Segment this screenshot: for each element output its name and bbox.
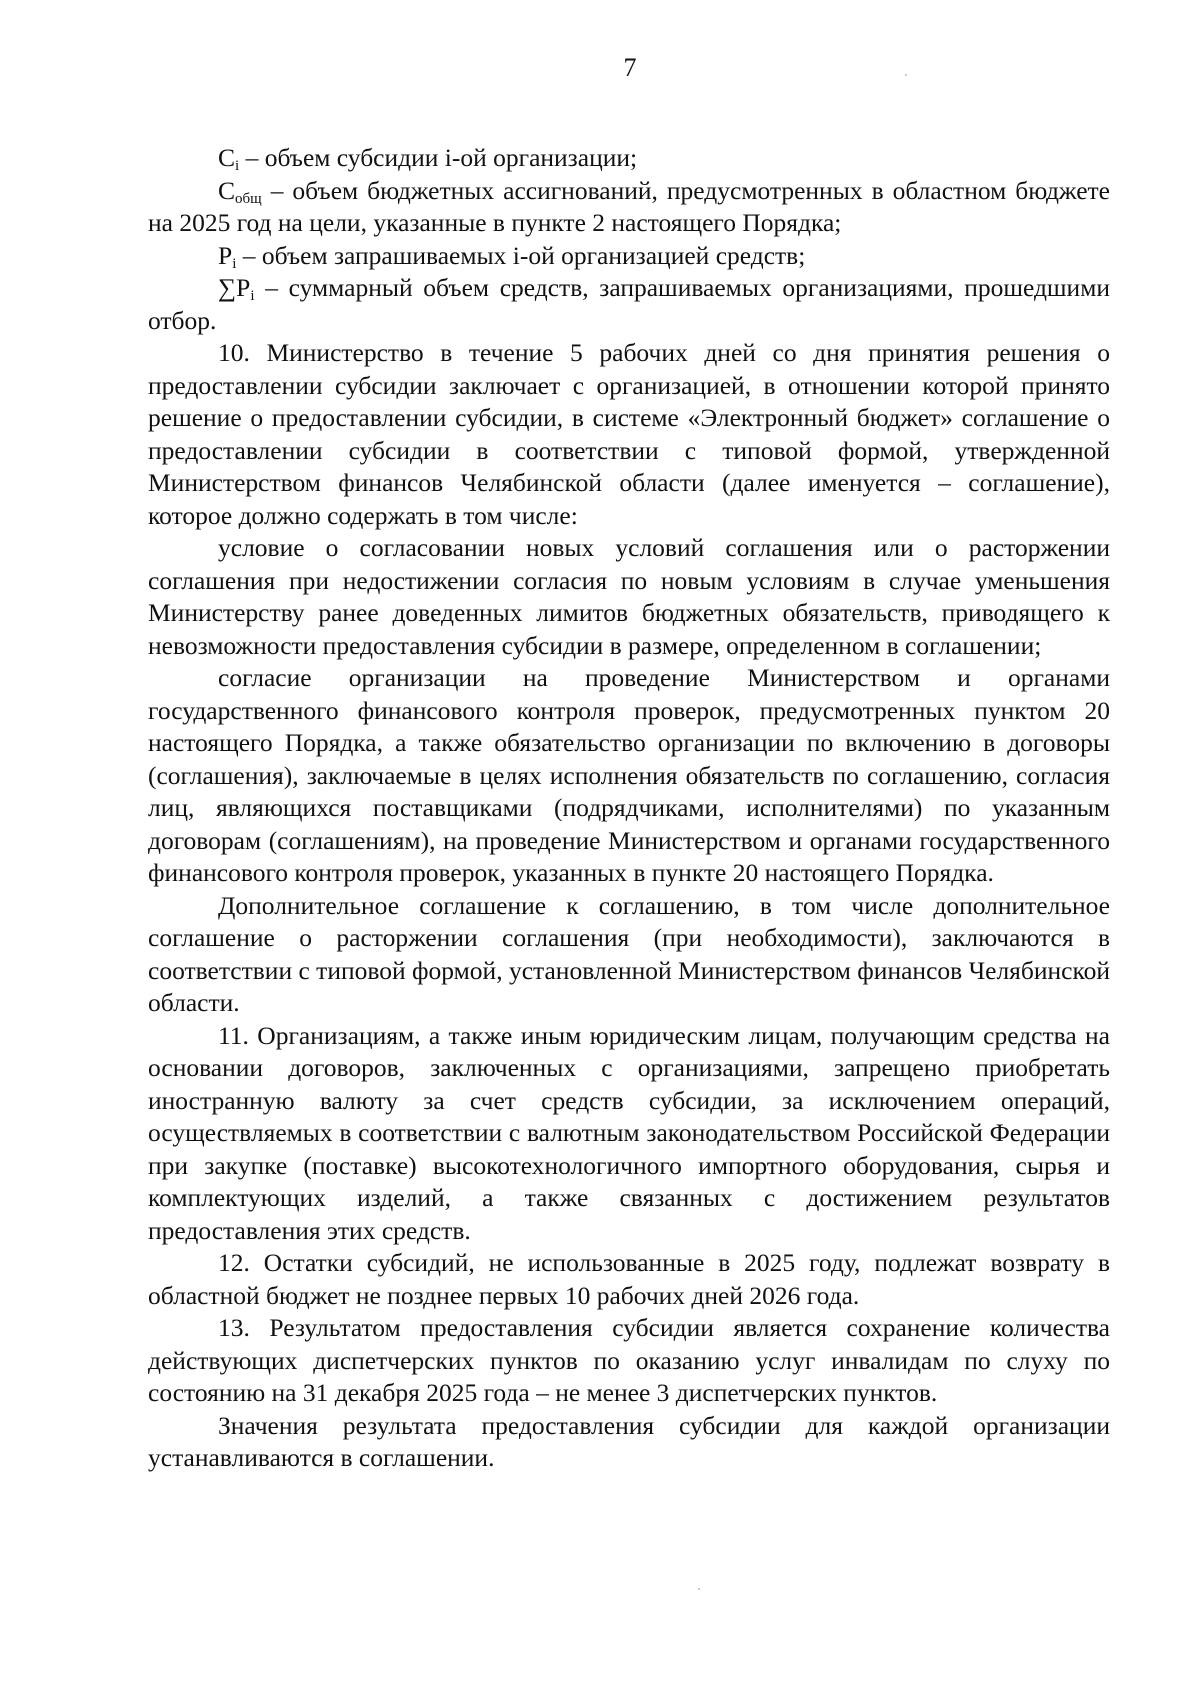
formula-subscript: i bbox=[232, 255, 237, 272]
formula-symbol: ∑P bbox=[218, 273, 251, 302]
clause-13: 13. Результатом предоставления субсидии является сохранение количества действующих диспетчерских пунктов по оказанию услуг инвалидам по слуху по состоянию на 31 декабря 2025 года – не менее 3 диспетчерских пунктов. bbox=[148, 1313, 1110, 1407]
definition-text: – объем бюджетных ассигнований, предусмотренных в областном бюджете на 2025 год на цели, указанные в пункте 2 настоящего Порядка; bbox=[148, 175, 1110, 237]
clause-13-values: Значения результата предоставления субсидии для каждой организации устанавливаются в соглашении. bbox=[148, 1410, 1110, 1472]
clause-10-consent: согласие организации на проведение Министерством и органами государственного финансового контроля проверок, предусмотренных пунктом 20 настоящего Порядка, а также обязательство организации по включению в договоры (соглашения), заключаемые в целях исполнения обязательств по соглашению, согласия лиц, являющихся поставщиками (подрядчиками, исполнителями) по указанным договорам (соглашениям), на проведение Министерством и органами государственного финансового контроля проверок, указанных в пункте 20 настоящего Порядка. bbox=[148, 663, 1110, 887]
definition-ci bbox=[148, 142, 1110, 175]
page-number: 7 bbox=[623, 53, 637, 82]
formula-symbol: P bbox=[218, 240, 233, 270]
definition-cobsh bbox=[148, 175, 1110, 240]
clause-11: 11. Организациям, а также иным юридическим лицам, получающим средства на основании договоров, заключенных с организациями, запрещено приобретать иностранную валюту за счет средств субсидии, за исключением операций, осуществляемых в соответствии с валютным законодательством Российской Федерации при закупке (поставке) высокотехнологичного импортного оборудования, сырья и комплектующих изделий, а также связанных с достижением результатов предоставления этих средств. bbox=[148, 1020, 1110, 1245]
clause-10: 10. Министерство в течение 5 рабочих дней со дня принятия решения о предоставлении субсидии заключает с организацией, в отношении которой принято решение о предоставлении субсидии, в системе «Электронный бюджет» соглашение о предоставлении субсидии в соответствии с типовой формой, утвержденной Министерством финансов Челябинской области (далее именуется – соглашение), которое должно содержать в том числе: bbox=[148, 338, 1110, 530]
definition-sum-pi bbox=[148, 272, 1110, 337]
clause-12: 12. Остатки субсидий, не использованные в 2025 году, подлежат возврату в областной бюджет не позднее первых 10 рабочих дней 2026 года. bbox=[148, 1248, 1110, 1310]
clause-10-additional-agreement: Дополнительное соглашение к соглашению, в том числе дополнительное соглашение о расторжении соглашения (при необходимости), заключаются в соответствии с типовой формой, установленной Министерством финансов Челябинской области. bbox=[148, 890, 1110, 1017]
definition-text: – объем запрашиваемых i-ой организацией средств; bbox=[236, 240, 806, 270]
definition-pi bbox=[148, 240, 1110, 273]
formula-subscript: i bbox=[250, 288, 255, 304]
formula-subscript: i bbox=[235, 158, 240, 174]
definition-text: – суммарный объем средств, запрашиваемых организациями, прошедшими отбор. bbox=[148, 273, 1110, 335]
formula-symbol: C bbox=[218, 175, 236, 205]
clause-10-condition: условие о согласовании новых условий соглашения или о расторжении соглашения при недостижении согласия по новым условиям в случае уменьшения Министерству ранее доведенных лимитов бюджетных обязательств, приводящего к невозможности предоставления субсидии в размере, определенном в соглашении; bbox=[148, 533, 1110, 660]
formula-subscript: общ bbox=[235, 190, 262, 207]
scan-speck bbox=[698, 1588, 700, 1590]
scan-speck bbox=[905, 74, 907, 76]
definition-text: – объем субсидии i-ой организации; bbox=[239, 143, 638, 172]
document-body bbox=[148, 142, 1110, 1475]
formula-symbol: C bbox=[218, 143, 236, 172]
